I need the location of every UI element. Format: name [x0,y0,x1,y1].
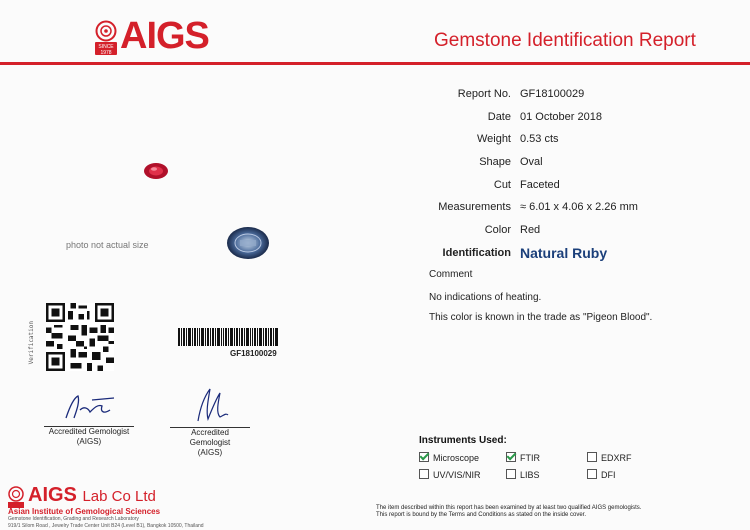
verification-text: Verification [28,321,35,365]
signature-block-2 [170,385,250,458]
field-value-weight: 0.53 cts [520,133,559,145]
field-value-measurements: ≈ 6.01 x 4.06 x 2.26 mm [520,201,638,213]
field-value-color: Red [520,224,541,236]
instrument-libs: LIBS [506,469,540,480]
lab-address: 919/1 Silom Road , Jewelry Trade Center Unit B24 (Level B1), Bangkok 10500, Thailand [8,523,204,529]
seal-text-top: SINCE [98,44,114,50]
field-value-shape: Oval [520,156,543,168]
photo-note: photo not actual size [66,240,149,250]
field-label-weight: Weight [476,133,511,145]
ruby-photo [143,162,169,180]
comment-line: No indications of heating. [429,292,542,303]
checkbox-empty-icon [587,452,597,462]
checkbox-empty-icon [419,469,429,479]
header-divider [0,62,750,65]
report-title: Gemstone Identification Report [434,30,696,51]
barcode-number: GF18100029 [230,349,277,358]
checkbox-empty-icon [506,469,516,479]
signature-block-1 [44,388,134,447]
instrument-microscope: Microscope [419,452,479,463]
hologram-icon [226,226,270,260]
aigs-seal-icon [95,20,117,56]
barcode [178,328,278,346]
field-label-date: Date [487,111,511,123]
field-label-color: Color [484,224,511,236]
field-value-cut: Faceted [520,179,560,191]
field-label-cut: Cut [493,179,511,191]
checkbox-empty-icon [587,469,597,479]
signature-org: (AIGS) [197,448,223,457]
instruments-title: Instruments Used: [419,435,507,446]
signature-org: (AIGS) [76,437,102,446]
checkbox-checked-icon [506,452,516,462]
instrument-uv-vis-nir: UV/VIS/NIR [419,469,481,480]
field-value-date: 01 October 2018 [520,111,602,123]
signature-title: Accredited Gemologist [48,427,130,436]
signature-2 [170,385,250,425]
lab-seal-icon [8,486,24,508]
instrument-dfi: DFI [587,469,616,480]
comment-line: This color is known in the trade as "Pigeon Blood". [429,312,653,323]
field-label-measurements: Measurements [438,201,511,213]
lab-subtitle: Gemstone Identification, Grading and Research Laboratory [8,516,139,522]
field-value-report-no: GF18100029 [520,88,585,100]
field-label-report-no: Report No. [457,88,511,100]
qr-code [46,303,114,371]
field-label-shape: Shape [479,156,511,168]
signature-1 [44,388,134,424]
comment-label: Comment [429,269,473,280]
lab-logo: AIGS Lab Co Ltd [28,484,156,506]
identification-label: Identification [442,247,511,259]
identification-value: Natural Ruby [520,245,608,261]
lab-institute: Asian Institute of Gemological Sciences [8,507,161,516]
aigs-logo: AIGS [120,15,209,57]
instrument-edxrf: EDXRF [587,452,632,463]
seal-text-bottom: 1978 [100,50,112,56]
signature-title: Accredited Gemologist [189,428,231,447]
disclaimer: The item described within this report has been examined by at least two qualified AIGS gemologists. This report is bound by the Terms and Conditions as stated on the inside cover. [376,505,642,518]
checkbox-checked-icon [419,452,429,462]
instrument-ftir: FTIR [506,452,540,463]
